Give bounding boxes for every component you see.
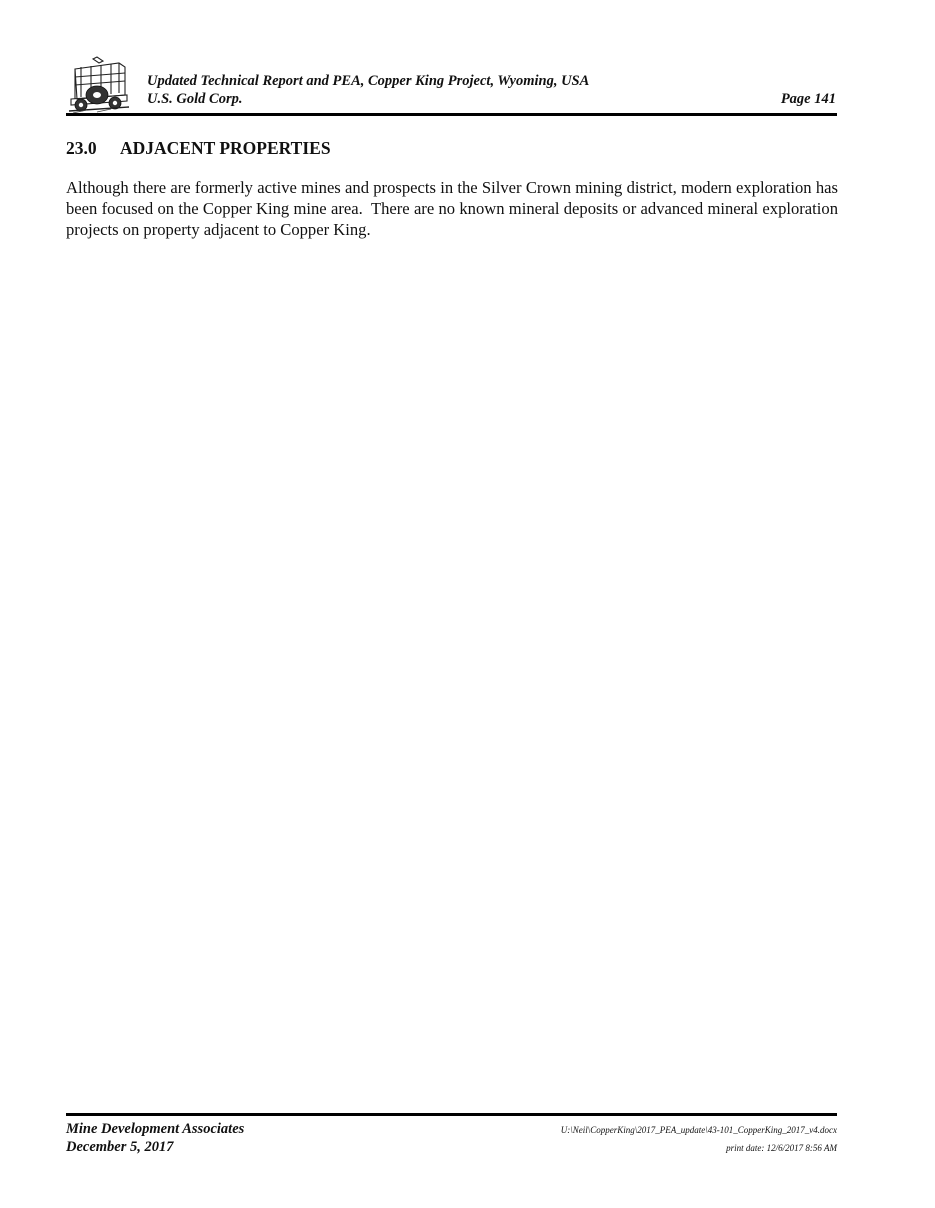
header-divider — [66, 113, 837, 116]
footer-file-path: U:\Neil\CopperKing\2017_PEA_update\43-101_CopperKing_2017_v4.docx — [560, 1125, 837, 1135]
footer-print-date: print date: 12/6/2017 8:56 AM — [726, 1143, 837, 1153]
body-paragraph: Although there are formerly active mines and prospects in the Silver Crown mining district, modern exploration has been focused on the Copper King mine area. There are no known mineral deposits or advanced mineral exploration projects on property adjacent to Copper King. — [66, 178, 843, 239]
section-number: 23.0 — [66, 138, 97, 158]
footer-company: Mine Development Associates — [66, 1121, 245, 1137]
company-name: U.S. Gold Corp. — [147, 91, 243, 107]
section-heading — [66, 138, 331, 159]
footer-divider — [66, 1113, 837, 1116]
report-title: Updated Technical Report and PEA, Copper King Project, Wyoming, USA — [147, 73, 590, 89]
page-number: Page 141 — [780, 91, 836, 107]
mining-equipment-logo-icon — [67, 55, 131, 115]
footer-date: December 5, 2017 — [66, 1139, 174, 1155]
section-title: ADJACENT PROPERTIES — [120, 138, 331, 158]
